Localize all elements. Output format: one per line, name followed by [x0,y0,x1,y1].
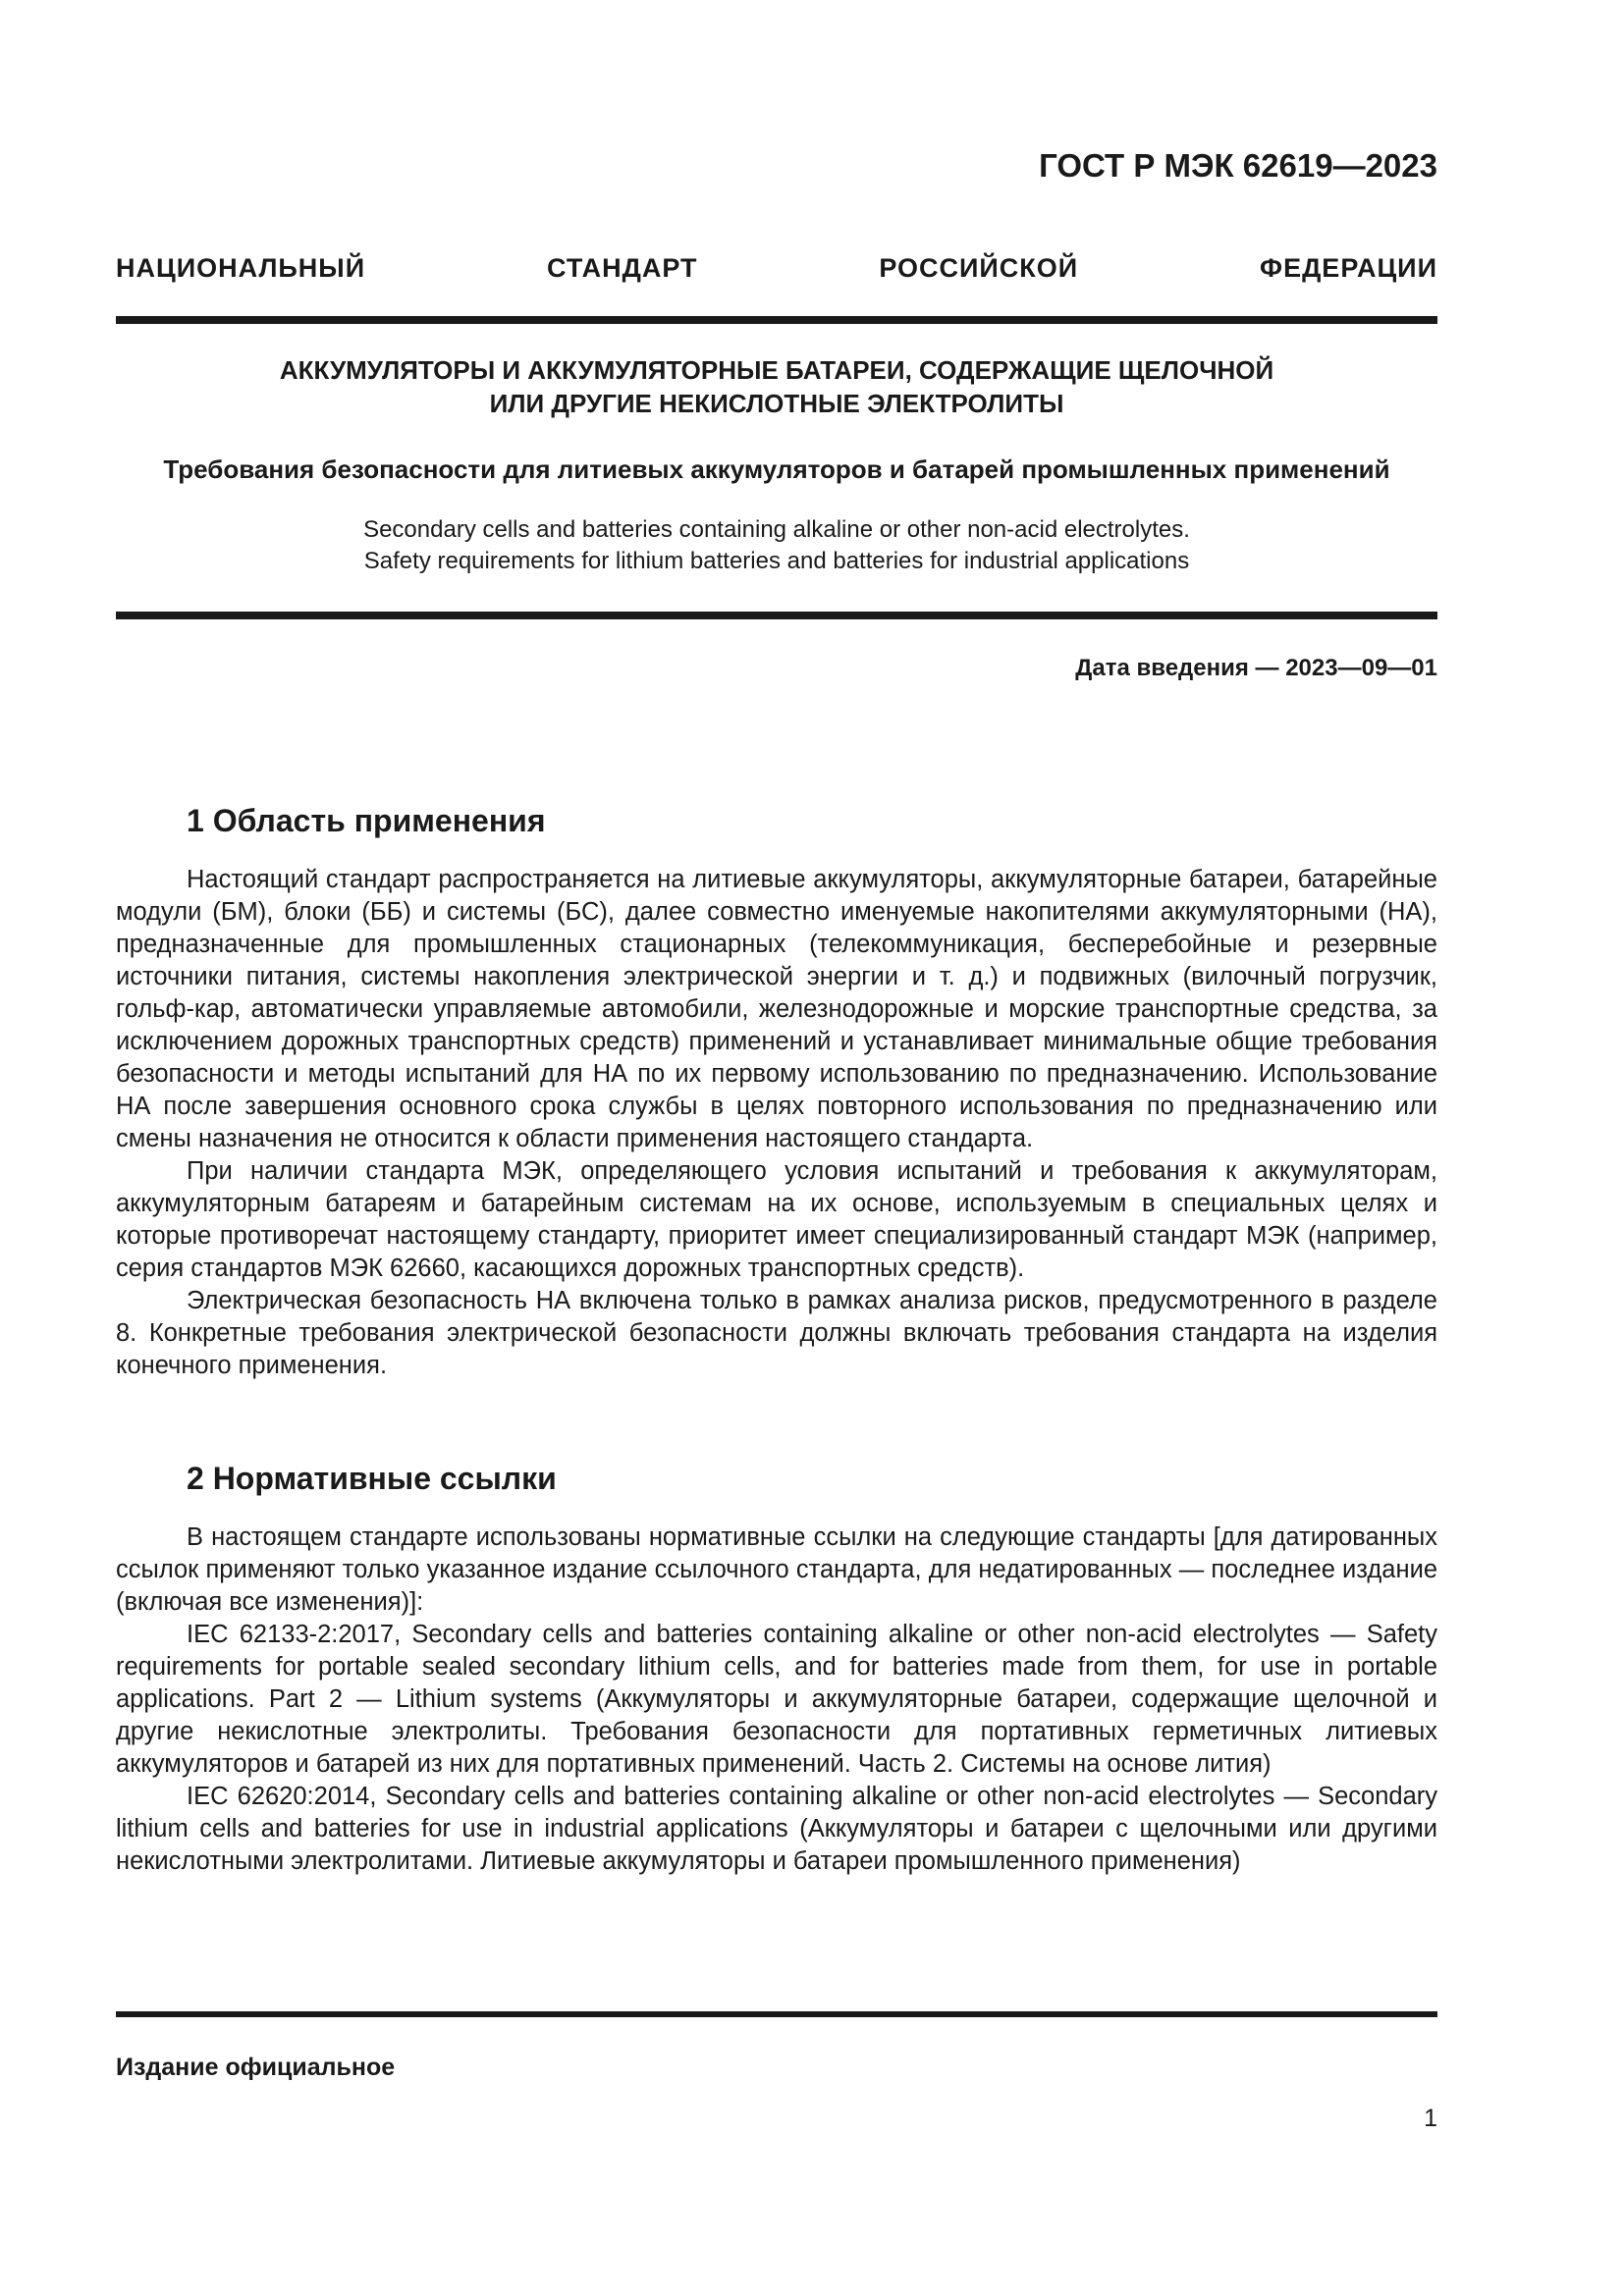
section-1-heading: 1 Область применения [187,803,546,838]
introduction-date: Дата введения — 2023—09—01 [1075,655,1437,681]
section-2-body [116,1522,1437,1878]
official-edition-label: Издание официальное [116,2054,396,2081]
title-divider [116,612,1437,619]
section-1-paragraph-2: При наличии стандарта МЭК, определяющего условия испытаний и требования к аккумуляторам, аккумуляторным батареям и батарейным системам на их основе, используемым в специальных целях и которые противоречат настоящему стандарту, приоритет имеет специализированный стандарт МЭК (например, серия стандартов МЭК 62660, касающихся дорожных транспортных средств). [116,1157,1437,1282]
national-standard-banner: НАЦИОНАЛЬНЫЙ СТАНДАРТ РОССИЙСКОЙ ФЕДЕРАЦИИ [116,253,1437,283]
top-divider [116,316,1437,324]
section-1-paragraph-3: Электрическая безопасность НА включена только в рамках анализа рисков, предусмотренного в разделе 8. Конкретные требования электрической безопасности должны включать требования стандарта на изделия конечного применения. [116,1287,1437,1379]
section-2-heading: 2 Нормативные ссылки [187,1461,557,1496]
title-line-1: АККУМУЛЯТОРЫ И АККУМУЛЯТОРНЫЕ БАТАРЕИ, СОДЕРЖАЩИЕ ЩЕЛОЧНОЙ [279,355,1274,385]
title-line-2: ИЛИ ДРУГИЕ НЕКИСЛОТНЫЕ ЭЛЕКТРОЛИТЫ [489,389,1064,418]
document-title [116,353,1437,420]
english-title-line-1: Secondary cells and batteries containing alkaline or other non-acid electrolytes. [363,516,1190,543]
section-2-paragraph-2: IEC 62133-2:2017, Secondary cells and batteries containing alkaline or other non-acid electrolytes — Safety requirements for portable sealed secondary lithium cells, and for batteries made from them, for use in portable applications. Part 2 — Lithium systems (Аккумуляторы и аккумуляторные батареи, содержащие щелочной и другие некислотные электролиты. Требования безопасности для портативных герметичных литиевых аккумуляторов и батарей из них для портативных применений. Часть 2. Системы на основе лития) [116,1621,1437,1778]
section-2-paragraph-3: IEC 62620:2014, Secondary cells and batteries containing alkaline or other non-acid electrolytes — Secondary lithium cells and batteries for use in industrial applications (Аккумуляторы и батареи с щелочными или другими некислотными электролитами. Литиевые аккумуляторы и батареи промышленного применения) [116,1783,1437,1875]
document-subtitle: Требования безопасности для литиевых аккумуляторов и батарей промышленных применений [163,454,1390,484]
page-number: 1 [1424,2105,1437,2132]
english-title [116,514,1437,577]
section-2-paragraph-1: В настоящем стандарте использованы нормативные ссылки на следующие стандарты [для датированных ссылок применяют только указанное издание ссылочного стандарта, для недатированных — последнее издание (включая все изменения)]: [116,1523,1437,1616]
document-code: ГОСТ Р МЭК 62619—2023 [1039,147,1437,184]
english-title-line-2: Safety requirements for lithium batteries and batteries for industrial applications [363,548,1190,574]
section-1-paragraph-1: Настоящий стандарт распространяется на литиевые аккумуляторы, аккумуляторные батареи, батарейные модули (БМ), блоки (ББ) и системы (БС), далее совместно именуемые накопителями аккумуляторными (НА), предназначенные для промышленных стационарных (телекоммуникация, бесперебойные и резервные источники питания, системы накопления электрической энергии и т. д.) и подвижных (вилочный погрузчик, гольф-кар, автоматически управляемые автомобили, железнодорожные и морские транспортные средства, за исключением дорожных транспортных средств) применений и устанавливает минимальные общие требования безопасности и методы испытаний для НА по их первому использованию по предназначению. Использование НА после завершения основного срока службы в целях повторного использования по предназначению или смены назначения не относится к области применения настоящего стандарта. [116,866,1437,1152]
footer-divider [116,2011,1437,2017]
section-1-body [116,864,1437,1382]
